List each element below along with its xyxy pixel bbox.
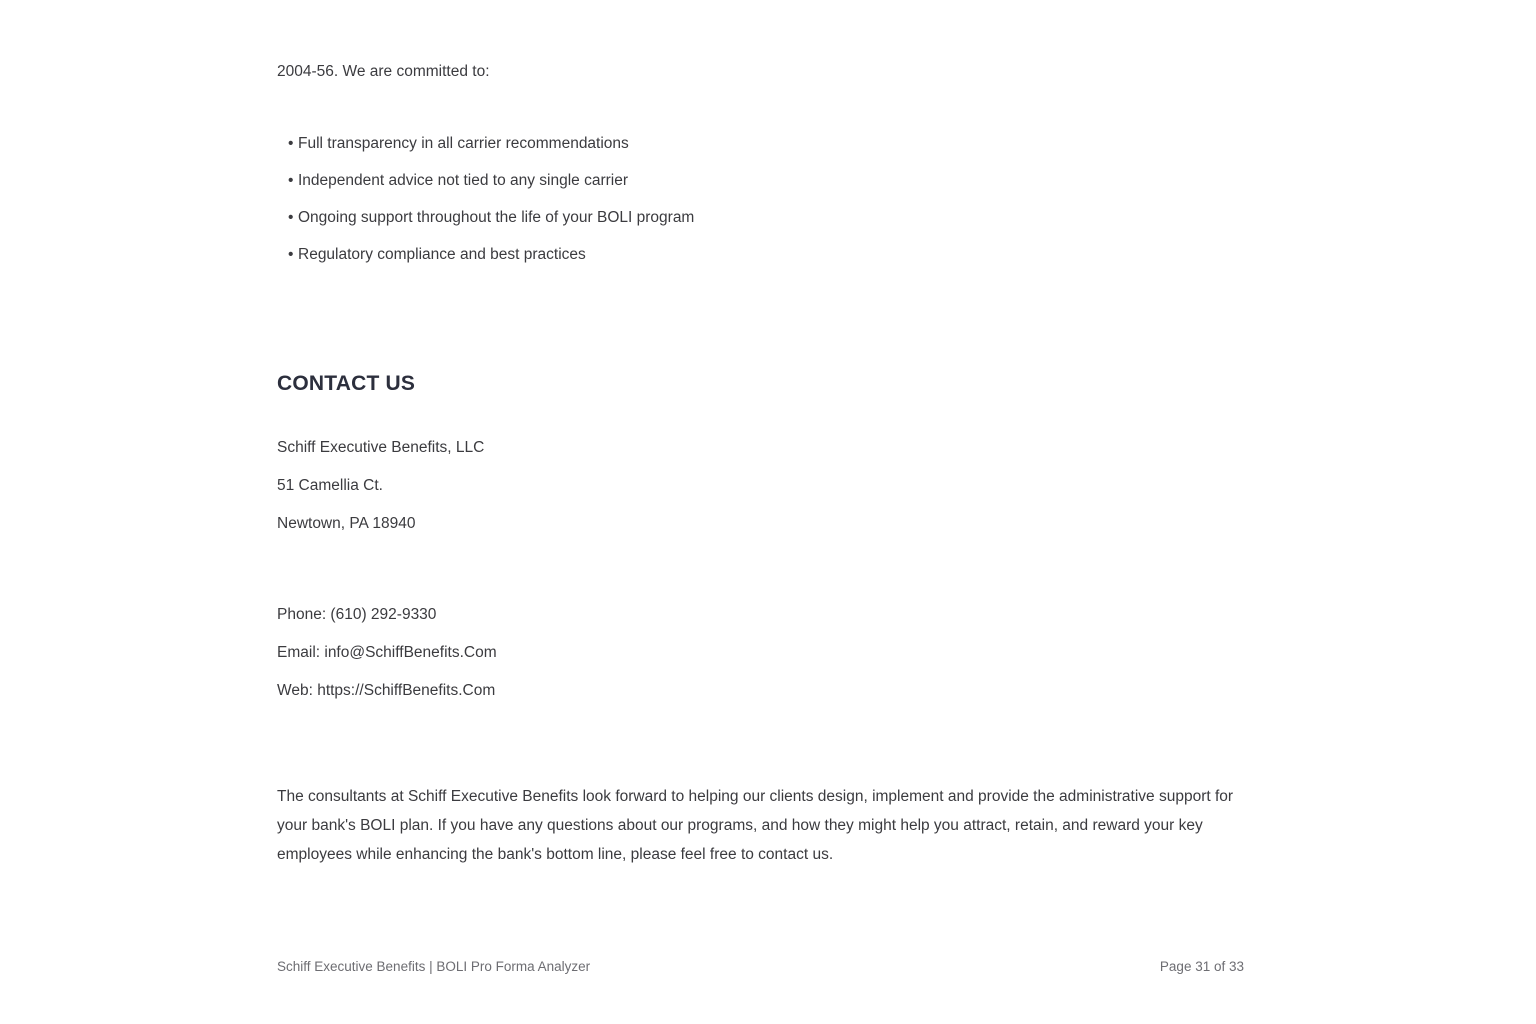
list-item-label: Independent advice not tied to any single carrier	[298, 172, 629, 189]
list-item	[288, 133, 694, 155]
bullet-icon: •	[288, 172, 294, 189]
section-heading-contact-us: CONTACT US	[277, 372, 416, 396]
list-item-label: Regulatory compliance and best practices	[298, 246, 586, 263]
bullet-icon: •	[288, 209, 294, 226]
email-line: Email: info@SchiffBenefits.Com	[277, 644, 497, 661]
phone-line: Phone: (610) 292-9330	[277, 606, 437, 623]
contact-details-block	[277, 604, 497, 718]
page-footer	[277, 957, 1244, 976]
intro-paragraph: 2004-56. We are committed to:	[277, 63, 490, 80]
list-item-label: Ongoing support throughout the life of your BOLI program	[298, 209, 695, 226]
list-item	[288, 170, 694, 192]
city-state-zip: Newtown, PA 18940	[277, 515, 416, 532]
bullet-icon: •	[288, 246, 294, 263]
list-item	[288, 207, 694, 229]
closing-paragraph: The consultants at Schiff Executive Benefits look forward to helping our clients design, implement and provide the administrative support for your bank's BOLI plan. If you have any questions about our programs, and how they might help you attract, retain, and reward your key employees while enhancing the bank's bottom line, please feel free to contact us.	[277, 787, 1234, 863]
street-address: 51 Camellia Ct.	[277, 477, 383, 494]
address-block	[277, 437, 484, 551]
footer-page-number: Page 31 of 33	[1159, 959, 1244, 974]
website-line: Web: https://SchiffBenefits.Com	[277, 682, 496, 699]
list-item-label: Full transparency in all carrier recommendations	[298, 135, 629, 152]
commitments-list	[288, 133, 694, 281]
company-name: Schiff Executive Benefits, LLC	[277, 439, 485, 456]
list-item	[288, 244, 694, 266]
footer-document-title: Schiff Executive Benefits | BOLI Pro Forma Analyzer	[277, 959, 591, 974]
bullet-icon: •	[288, 135, 294, 152]
